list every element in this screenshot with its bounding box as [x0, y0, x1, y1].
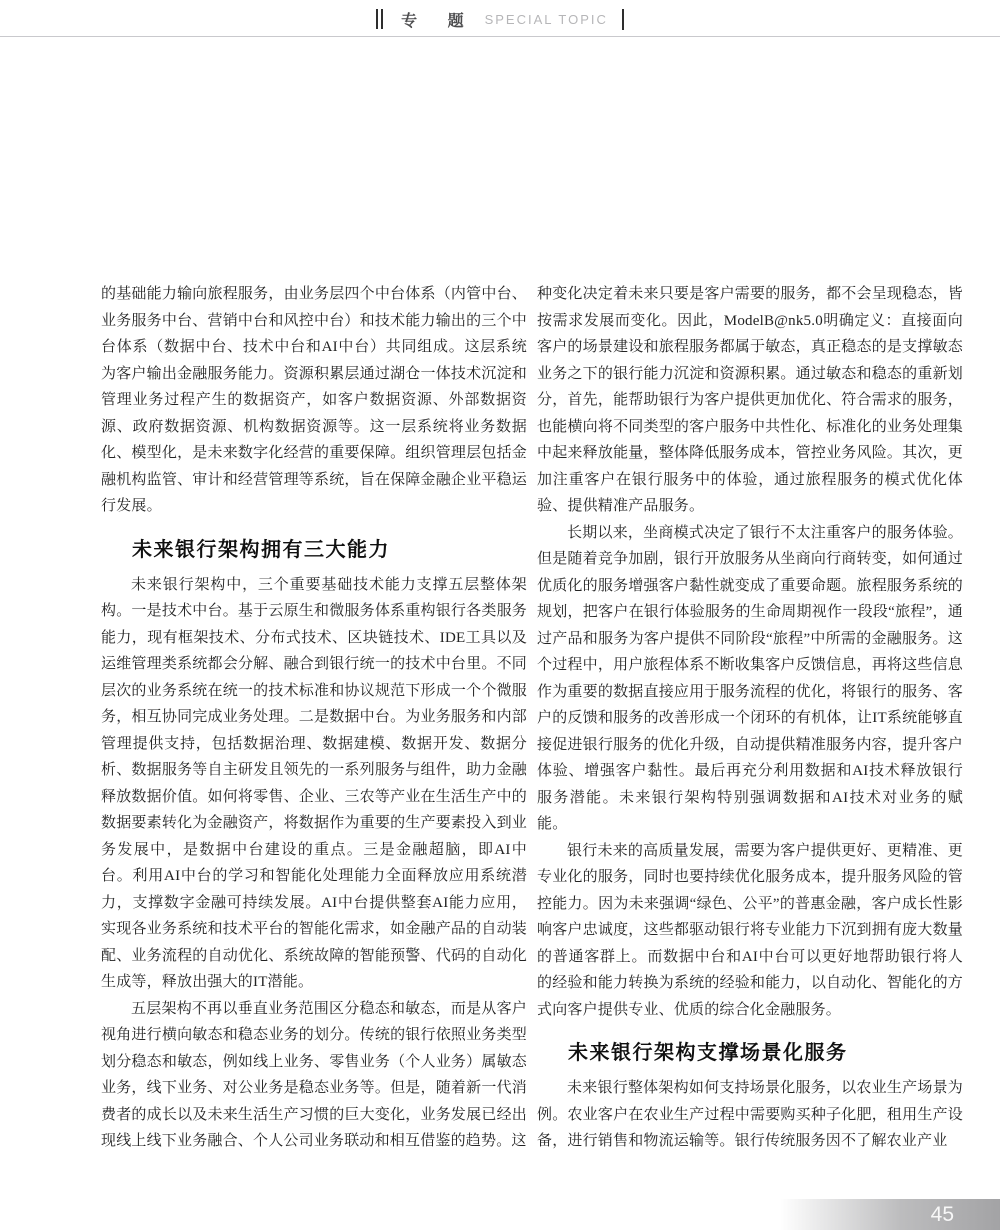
section-heading-capabilities: 未来银行架构拥有三大能力	[132, 538, 390, 561]
article-body	[101, 281, 963, 1155]
body-paragraph: 种变化决定着未来只要是客户需要的服务，都不会呈现稳态，皆按需求发展而变化。因此，ModelB@nk5.0明确定义：直接面向客户的场景建设和旅程服务都属于敏态，真正稳态的是支撑敏态业务之下的银行能力沉淀和资源积累。通过敏态和稳态的重新划分，首先，能帮助银行为客户提供更加优化、符合需求的服务，也能横向将不同类型的客户服务中共性化、标准化的业务处理集中起来释放能量，整体降低服务成本，管控业务风险。其次，更加注重客户在银行服务中的体验，通过旅程服务的模式优化体验、提供精准产品服务。	[537, 286, 963, 514]
right-column	[537, 281, 963, 1155]
body-paragraph: 五层架构不再以垂直业务范围区分稳态和敏态，而是从客户视角进行横向敏态和稳态业务的划分。传统的银行依照业务类型划分稳态和敏态，例如线上业务、零售业务（个人业务）属敏态业务，线下业务、对公业务是稳态业务等。但是，随着新一代消费者的成长以及未来生活生产习惯的巨大变化，业务发展已经出现线上线下业务融合、个人公司业务联动和相互借鉴的趋势。这	[101, 1000, 527, 1149]
single-bar-icon	[622, 9, 624, 30]
page-number: 45	[930, 1202, 954, 1226]
double-bar-icon	[376, 9, 383, 29]
body-paragraph: 未来银行架构中，三个重要基础技术能力支撑五层整体架构。一是技术中台。基于云原生和微服务体系重构银行各类服务能力，现有框架技术、分布式技术、区块链技术、IDE工具以及运维管理类系统都会分解、融合到银行统一的技术中台里。不同层次的业务系统在统一的技术标准和协议规范下形成一个个微服务，相互协同完成业务处理。二是数据中台。为业务服务和内部管理提供支持，包括数据治理、数据建模、数据开发、数据分析、数据服务等自主研发且领先的一系列服务与组件，助力金融释放数据价值。如何将零售、企业、三农等产业在生活生产中的数据要素转化为金融资产，将数据作为重要的生产要素投入到业务发展中，是数据中台建设的重点。三是金融超脑，即AI中台。利用AI中台的学习和智能化处理能力全面释放应用系统潜力，支撑数字金融可持续发展。AI中台提供整套AI能力应用，实现各业务系统和技术平台的智能化需求，如金融产品的自动装配、业务流程的自动优化、系统故障的智能预警、代码的自动化生成等，释放出强大的IT潜能。	[101, 576, 527, 990]
body-paragraph: 未来银行整体架构如何支持场景化服务，以农业生产场景为例。农业客户在农业生产过程中需要购买种子化肥，租用生产设备，进行销售和物流运输等。银行传统服务因不了解农业产业	[537, 1080, 963, 1149]
left-column	[101, 281, 527, 1155]
page-header	[0, 7, 1000, 31]
body-paragraph: 长期以来，坐商模式决定了银行不太注重客户的服务体验。但是随着竞争加剧，银行开放服务从坐商向行商转变，如何通过优质化的服务增强客户黏性就变成了重要命题。旅程服务系统的规划，把客户在银行体验服务的生命周期视作一段段“旅程”，通过产品和服务为客户提供不同阶段“旅程”中所需的金融服务。这个过程中，用户旅程体系不断收集客户反馈信息，再将这些信息作为重要的数据直接应用于服务流程的优化，将银行的服务、客户的反馈和服务的改善形成一个闭环的有机体，让IT系统能够直接促进银行服务的优化升级，自动提供精准服务内容，提升客户体验、增强客户黏性。最后再充分利用数据和AI技术释放银行服务潜能。未来银行架构特别强调数据和AI技术对业务的赋能。	[537, 524, 963, 832]
header-divider	[0, 36, 1000, 37]
body-paragraph: 的基础能力输向旅程服务，由业务层四个中台体系（内管中台、业务服务中台、营销中台和风控中台）和技术能力输出的三个中台体系（数据中台、技术中台和AI中台）共同组成。这层系统为客户输出金融服务能力。资源积累层通过湖仓一体技术沉淀和管理业务过程产生的数据资产，如客户数据资源、外部数据资源、政府数据资源、机构数据资源等。这一层系统将业务数据化、模型化，是未来数字化经营的重要保障。组织管理层包括金融机构监管、审计和经营管理等系统，旨在保障金融企业平稳运行发展。	[101, 286, 527, 514]
body-paragraph: 银行未来的高质量发展，需要为客户提供更好、更精准、更专业化的服务，同时也要持续优化服务成本，提升服务风险的管控能力。因为未来强调“绿色、公平”的普惠金融，客户成长性影响客户忠诚度，这些都驱动银行将专业能力下沉到拥有庞大数量的普通客群上。而数据中台和AI中台可以更好地帮助银行将人的经验和能力转换为系统的经验和能力，以自动化、智能化的方式向客户提供专业、优质的综合化金融服务。	[537, 842, 963, 1018]
header-title-cn: 专 题	[401, 12, 477, 30]
footer-page-bar	[780, 1199, 1000, 1230]
section-heading-scenario-services: 未来银行架构支撑场景化服务	[568, 1042, 848, 1064]
header-title-en: SPECIAL TOPIC	[484, 11, 608, 27]
